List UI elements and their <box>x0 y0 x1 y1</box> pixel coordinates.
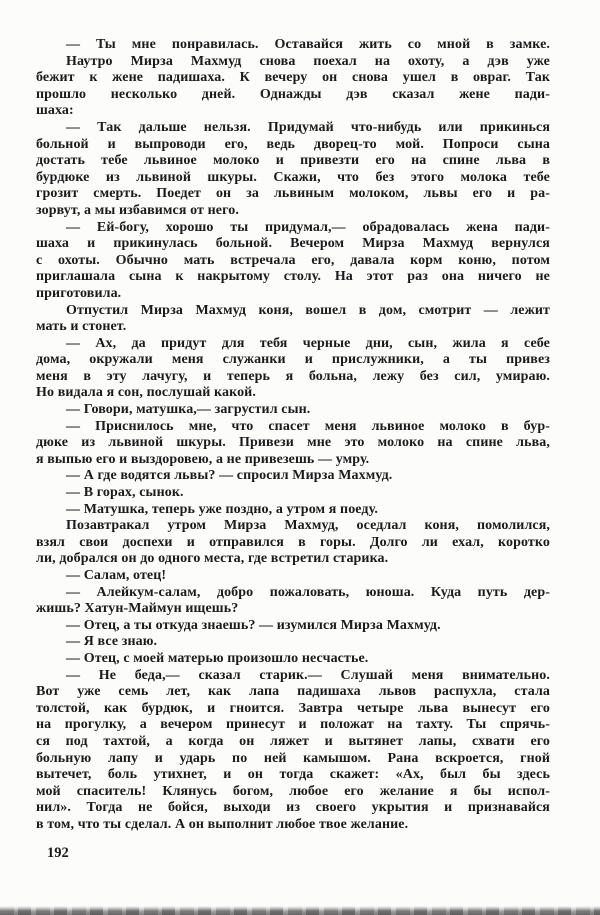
text-line: — Салам, отец! <box>66 568 167 583</box>
text-line: Отпустил Мирза Махмуд коня, вошел в дом, смотрит — лежит <box>66 302 550 318</box>
text-line: меня в эту лачугу, и теперь я больна, лежу без сил, умираю. <box>36 368 550 384</box>
text-line: Наутро Мирза Махмуд снова поехал на охоту, а дэв уже <box>66 53 550 69</box>
text-line: дюке из львиной шкуры. Привези мне это молоко на спине льва, <box>36 435 550 451</box>
text-line: ся под тахтой, а когда он ляжет и вытянет лапы, схвати его <box>36 733 550 749</box>
text-line: грозит смерть. Поедет он за львиным молоком, львы его и ра- <box>36 186 550 202</box>
text-line: ли, добрался он до одного места, где встретил старика. <box>36 551 389 567</box>
text-line: дома, окружали меня служанки и прислужники, а ты привез <box>36 352 550 368</box>
text-line: шаха и прикинулась больной. Вечером Мирза Махмуд вернулся <box>36 236 550 252</box>
text-line: больную лапу и ударь по ней камышом. Рана вскроется, гной <box>36 750 550 766</box>
text-line: — Ей-богу, хорошо ты придумал,— обрадовалась жена пади- <box>66 219 550 235</box>
text-line: — Приснилось мне, что спасет меня львиное молоко в бур- <box>66 418 550 434</box>
text-line: взял свои доспехи и отправился в горы. Долго ли ехал, коротко <box>36 534 550 550</box>
page-text <box>36 37 550 834</box>
text-line: — Матушка, теперь уже поздно, а утром я поеду. <box>66 501 378 517</box>
text-line: бурдюке из львиной шкуры. Скажи, что без этого молока тебе <box>36 169 550 185</box>
text-line: нил». Тогда не бойся, выходи из своего укрытия и признавайся <box>36 800 550 816</box>
text-line: — Так дальше нельзя. Придумай что-нибудь или прикинься <box>66 119 550 135</box>
text-line: в том, что ты сделал. А он выполнит любое твое желание. <box>36 816 409 832</box>
text-line: шаха: <box>36 103 74 119</box>
text-line: — Отец, с моей матерью произошло несчастье. <box>66 650 369 666</box>
text-line: — Ты мне понравилась. Оставайся жить со мной в замке. <box>66 37 550 52</box>
text-line: — Ах, да придут для тебя черные дни, сын, жила я себе <box>66 335 550 351</box>
text-line: — Говори, матушка,— загрустил сын. <box>66 402 311 418</box>
text-line: Вот уже семь лет, как лапа падишаха львов распухла, стала <box>36 684 550 700</box>
text-line: приготовила. <box>36 285 122 301</box>
text-line: на прогулку, а вечером принесут и положат на тахту. Ты спрячь- <box>36 717 550 733</box>
page-number: 192 <box>47 845 69 861</box>
text-line: прошло несколько дней. Однажды дэв сказал жене пади- <box>36 86 550 102</box>
text-line: — Отец, а ты откуда знаешь? — изумился Мирза Махмуд. <box>66 617 441 633</box>
text-line: с охоты. Обычно мать встречала его, давала корм коню, потом <box>36 252 550 268</box>
scan-bottom-edge <box>0 906 600 915</box>
text-line: приглашала сына к накрытому столу. На этот раз она ничего не <box>36 269 550 285</box>
text-line: больной и выпроводи его, ведь дворец-то мой. Попроси сына <box>36 136 550 152</box>
text-line: толстой, как бурдюк, и гноится. Завтра четыре льва вынесут его <box>36 700 550 716</box>
text-line: — Не беда,— сказал старик.— Слушай меня внимательно. <box>66 667 550 683</box>
text-line: — Алейкум-салам, добро пожаловать, юноша. Куда путь дер- <box>66 584 550 600</box>
text-line: — В горах, сынок. <box>66 485 184 501</box>
text-line: — А где водятся львы? — спросил Мирза Махмуд. <box>66 468 393 484</box>
text-line: Позавтракал утром Мирза Махмуд, оседлал коня, помолился, <box>66 518 550 534</box>
text-line: мать и стонет. <box>36 319 127 335</box>
text-line: Но видала я сон, послушай какой. <box>36 385 256 401</box>
text-line: вытечет, боль утихнет, и он тогда скажет: «Ах, был бы здесь <box>36 767 550 783</box>
text-line: мой спаситель! Клянусь богом, любое его желание я бы испол- <box>36 783 550 799</box>
text-line: достать тебе львиное молоко и привезти его на спине льва в <box>36 153 550 169</box>
text-line: я выпью его и выздоровею, а не привезешь — умру. <box>36 451 370 467</box>
text-line: — Я все знаю. <box>66 634 158 650</box>
text-line: жишь? Хатун-Маймун ищешь? <box>36 601 239 617</box>
text-line: бежит к жене падишаха. К вечеру он снова ушел в овраг. Так <box>36 70 550 86</box>
text-line: зорвут, а мы избавимся от него. <box>36 202 239 218</box>
